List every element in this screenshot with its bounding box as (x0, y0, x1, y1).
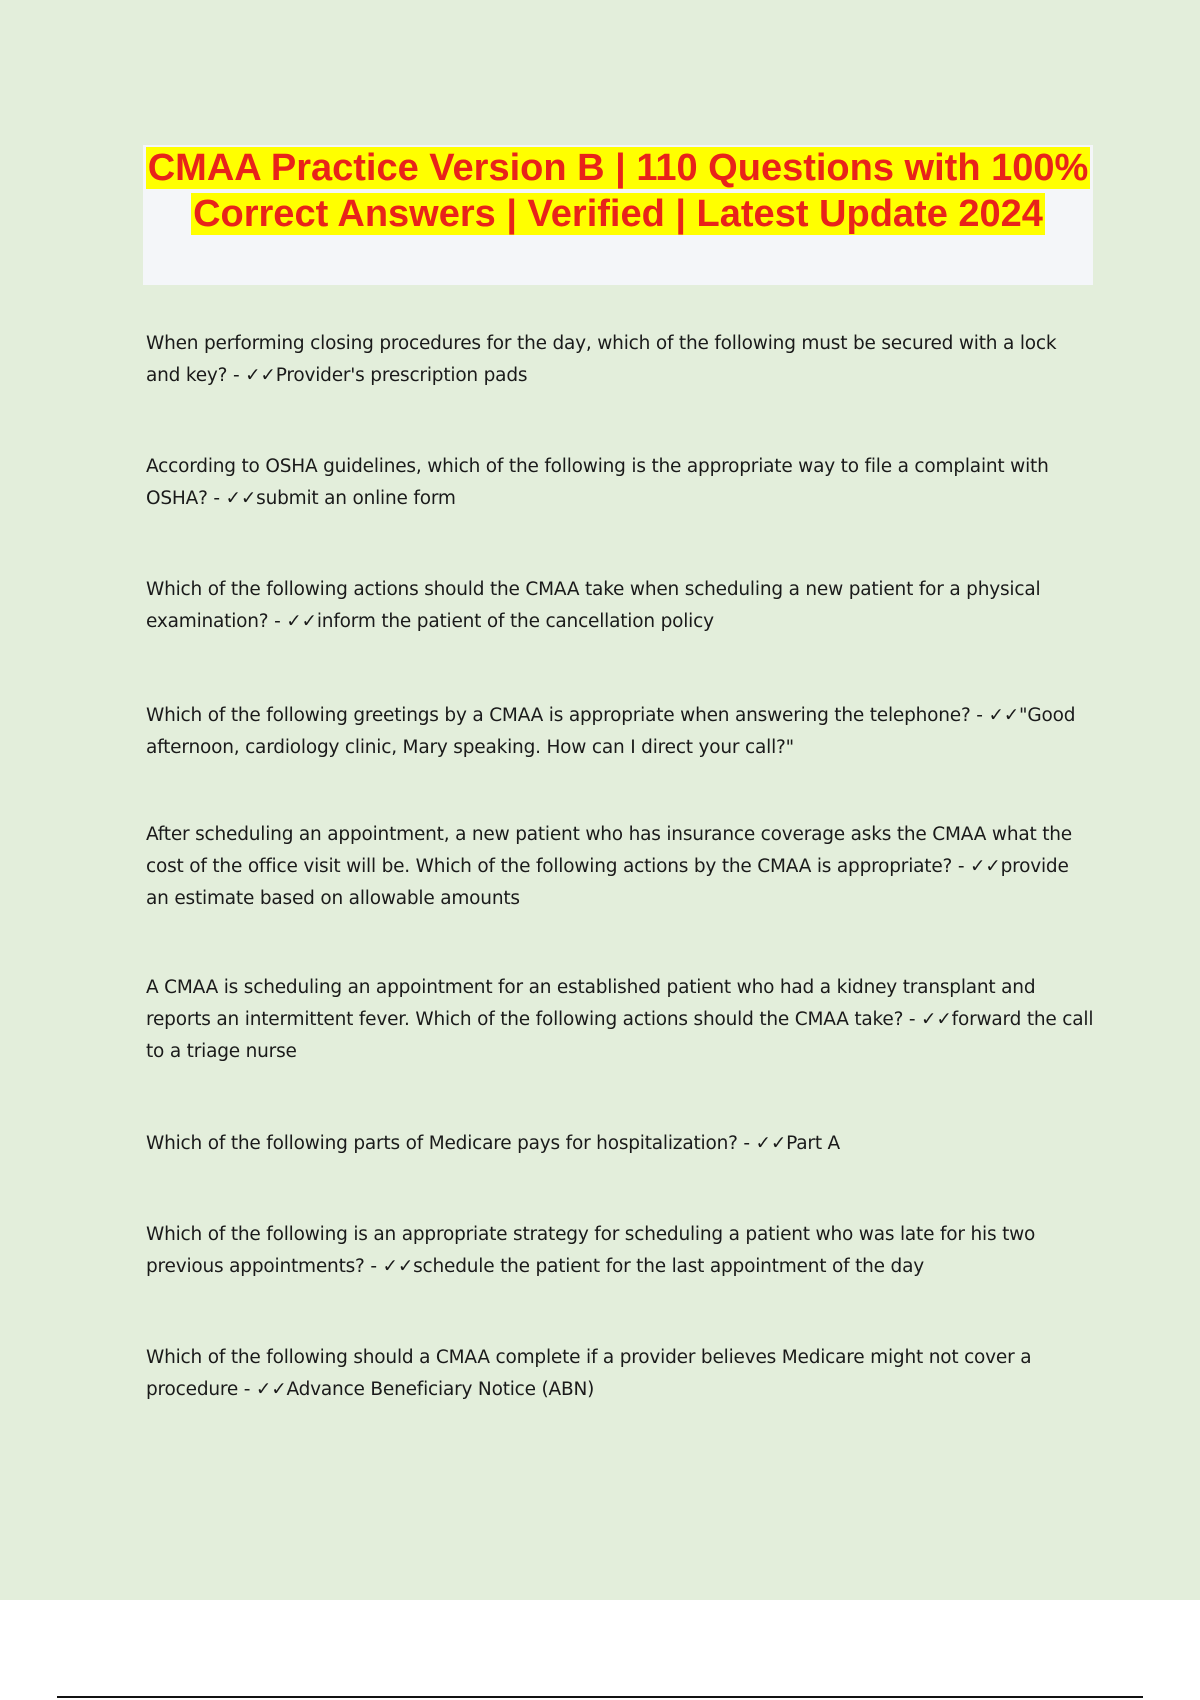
qa-item-1: When performing closing procedures for the day, which of the following must be secured with a lock and key? - ✓✓Provider's prescription pads (146, 333, 1057, 386)
qa-item-6: A CMAA is scheduling an appointment for an established patient who had a kidney transplant and reports an intermittent fever. Which of the following actions should the CMAA take? - ✓✓forward the call to a triage nurse (146, 977, 1094, 1062)
qa-item-8: Which of the following is an appropriate strategy for scheduling a patient who was late for his two previous appointments? - ✓✓schedule the patient for the last appointment of the day (146, 1224, 1036, 1277)
qa-item-3: Which of the following actions should the CMAA take when scheduling a new patient for a physical examination? - ✓✓inform the patient of the cancellation policy (146, 579, 1041, 632)
document-title-highlight: CMAA Practice Version B | 110 Questions with 100% Correct Answers | Verified | Latest Update 2024 (147, 147, 1089, 235)
qa-item-2: According to OSHA guidelines, which of the following is the appropriate way to file a complaint with OSHA? - ✓✓submit an online form (146, 456, 1049, 509)
qa-item-4: Which of the following greetings by a CMAA is appropriate when answering the telephone? - ✓✓"Good afternoon, cardiology clinic, Mary speaking. How can I direct your call?" (146, 705, 1076, 758)
qa-item-5: After scheduling an appointment, a new patient who has insurance coverage asks the CMAA what the cost of the office visit will be. Which of the following actions by the CMAA is appropriate? - ✓✓provide an estimate based on allowable amounts (146, 824, 1072, 909)
qa-item-9: Which of the following should a CMAA complete if a provider believes Medicare might not cover a procedure - ✓✓Advance Beneficiary Notice (ABN) (146, 1347, 1032, 1400)
document-title (143, 145, 1093, 237)
title-box (143, 145, 1093, 285)
footer-rule (57, 1696, 1143, 1698)
qa-item-7: Which of the following parts of Medicare pays for hospitalization? - ✓✓Part A (146, 1133, 841, 1154)
